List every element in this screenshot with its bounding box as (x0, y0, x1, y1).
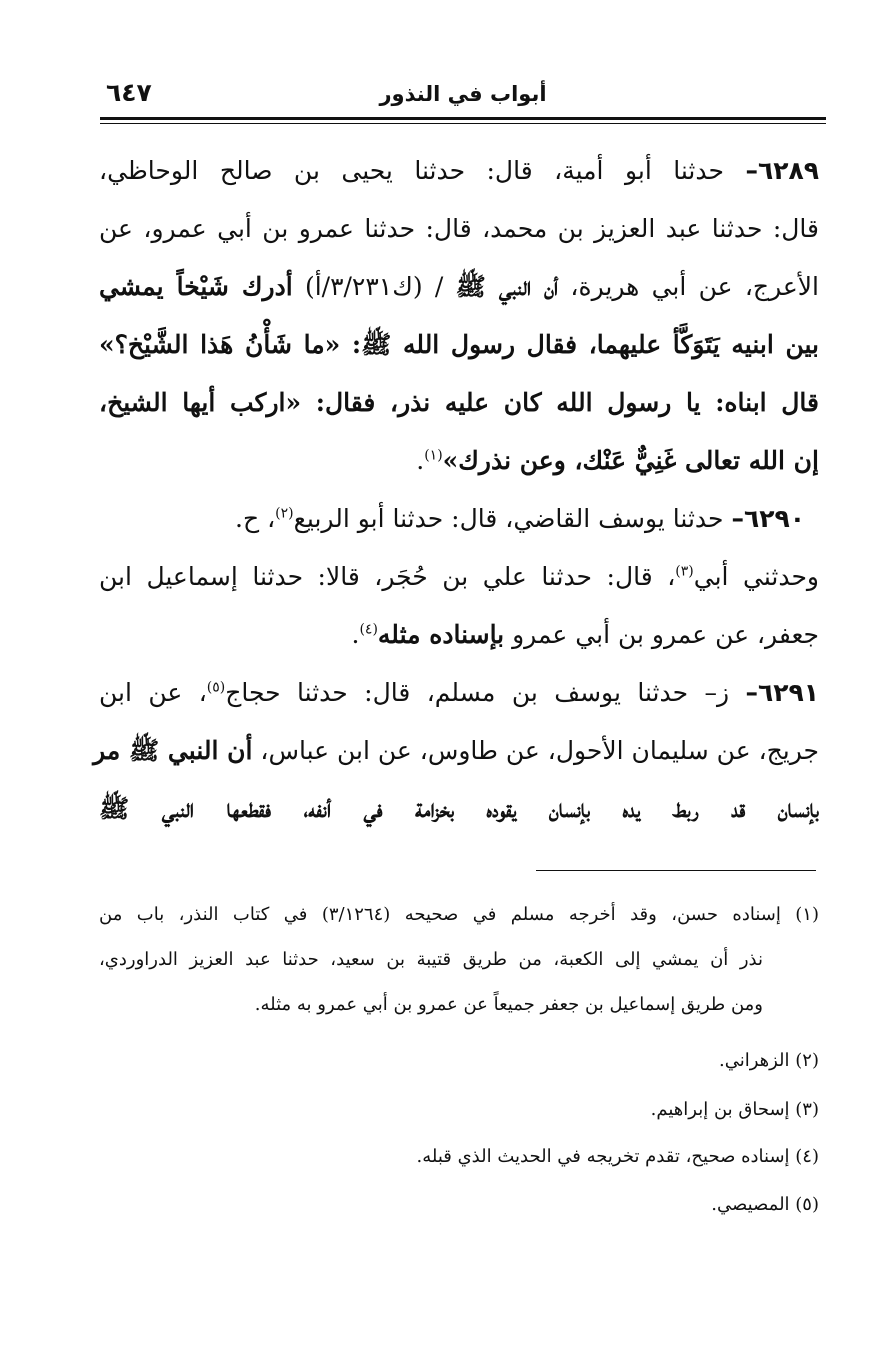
hadith-6290-line-1: ٦٢٩٠– حدثنا يوسف القاضي، قال: حدثنا أبو الربيع$^{(٢)}$، ح. (235, 504, 805, 533)
footnote-separator (536, 870, 816, 871)
hadith-number-6289: ٦٢٨٩– (745, 156, 819, 185)
footnote-2: (٢) الزهراني. (718, 1050, 819, 1071)
hadith-6290-line-3: جعفر، عن عمرو بن أبي عمرو بإسناده مثله$^{(٤)}$. (351, 620, 819, 649)
footnote-ref-5: (٥) (206, 679, 226, 696)
page-header (100, 76, 826, 116)
hadith-number-6290: ٦٢٩٠– (731, 504, 805, 533)
hadith-6290-line-2: وحدثني أبي$^{(٣)}$، قال: حدثنا علي بن حُجَر، قالا: حدثنا إسماعيل ابن (99, 562, 819, 591)
hadith-6291-line-2: جريج، عن سليمان الأحول، عن طاوس، عن ابن عباس، أن النبي ﷺ مر (93, 736, 819, 765)
header-rule-thin (100, 123, 826, 124)
footnote-ref-3: (٣) (675, 563, 694, 580)
hadith-6291-line-1: ٦٢٩١– ز– حدثنا يوسف بن مسلم، قال: حدثنا حجاج$^{(٥)}$، عن ابن (99, 678, 819, 707)
hadith-6289-line-5: قال ابناه: يا رسول الله كان عليه نذر، فقال: «اركب أيها الشيخ، (99, 388, 819, 417)
hadith-6289-line-1: ٦٢٨٩– حدثنا أبو أمية، قال: حدثنا يحيى بن صالح الوحاظي، (99, 156, 819, 185)
footnote-4: (٤) إسناده صحيح، تقدم تخريجه في الحديث الذي قبله. (416, 1146, 819, 1167)
hadith-6289-line-2: قال: حدثنا عبد العزيز بن محمد، قال: حدثنا عمرو بن أبي عمرو، عن (99, 214, 819, 243)
hadith-6291-line-3: بإنسان قد ربط يده بإنسان يقوده بخزامة في أنفه، فقطعها النبي ﷺ (99, 794, 819, 823)
footnote-1-line-1: (١) إسناده حسن، وقد أخرجه مسلم في صحيحه (٣/١٢٦٤) في كتاب النذر، باب من (99, 904, 819, 925)
hadith-6289-line-4: بين ابنيه يَتَوَكَّأ عليهما، فقال رسول الله ﷺ: «ما شَأْنُ هَذا الشَّيْخ؟» (99, 330, 819, 359)
footnote-5: (٥) المصيصي. (711, 1194, 819, 1215)
footnote-1-line-2: نذر أن يمشي إلى الكعبة، من طريق قتيبة بن سعيد، حدثنا عبد العزيز الدراوردي، (99, 949, 763, 970)
footnote-1-line-3: ومن طريق إسماعيل بن جعفر جميعاً عن عمرو بن أبي عمرو به مثله. (254, 994, 763, 1015)
header-rule-thick (100, 117, 826, 120)
hadith-6289-line-6: إن الله تعالى غَنِيٌّ عَنْك، وعن نذرك»$^{(١)}$. (416, 446, 819, 475)
footnote-ref-4: (٤) (359, 621, 378, 638)
footnote-ref-1: (١) (424, 447, 443, 464)
hadith-6289-line-3: الأعرج، عن أبي هريرة، أن النبي ﷺ / (ك٣/٢٣١/أ) أدرك شَيْخاً يمشي (99, 272, 819, 301)
footnote-ref-2: (٢) (275, 505, 294, 522)
running-title: أبواب في النذور (379, 82, 547, 106)
page-number: ٦٤٧ (106, 78, 152, 107)
hadith-number-6291: ٦٢٩١– (745, 678, 819, 707)
footnote-3: (٣) إسحاق بن إبراهيم. (650, 1099, 819, 1120)
